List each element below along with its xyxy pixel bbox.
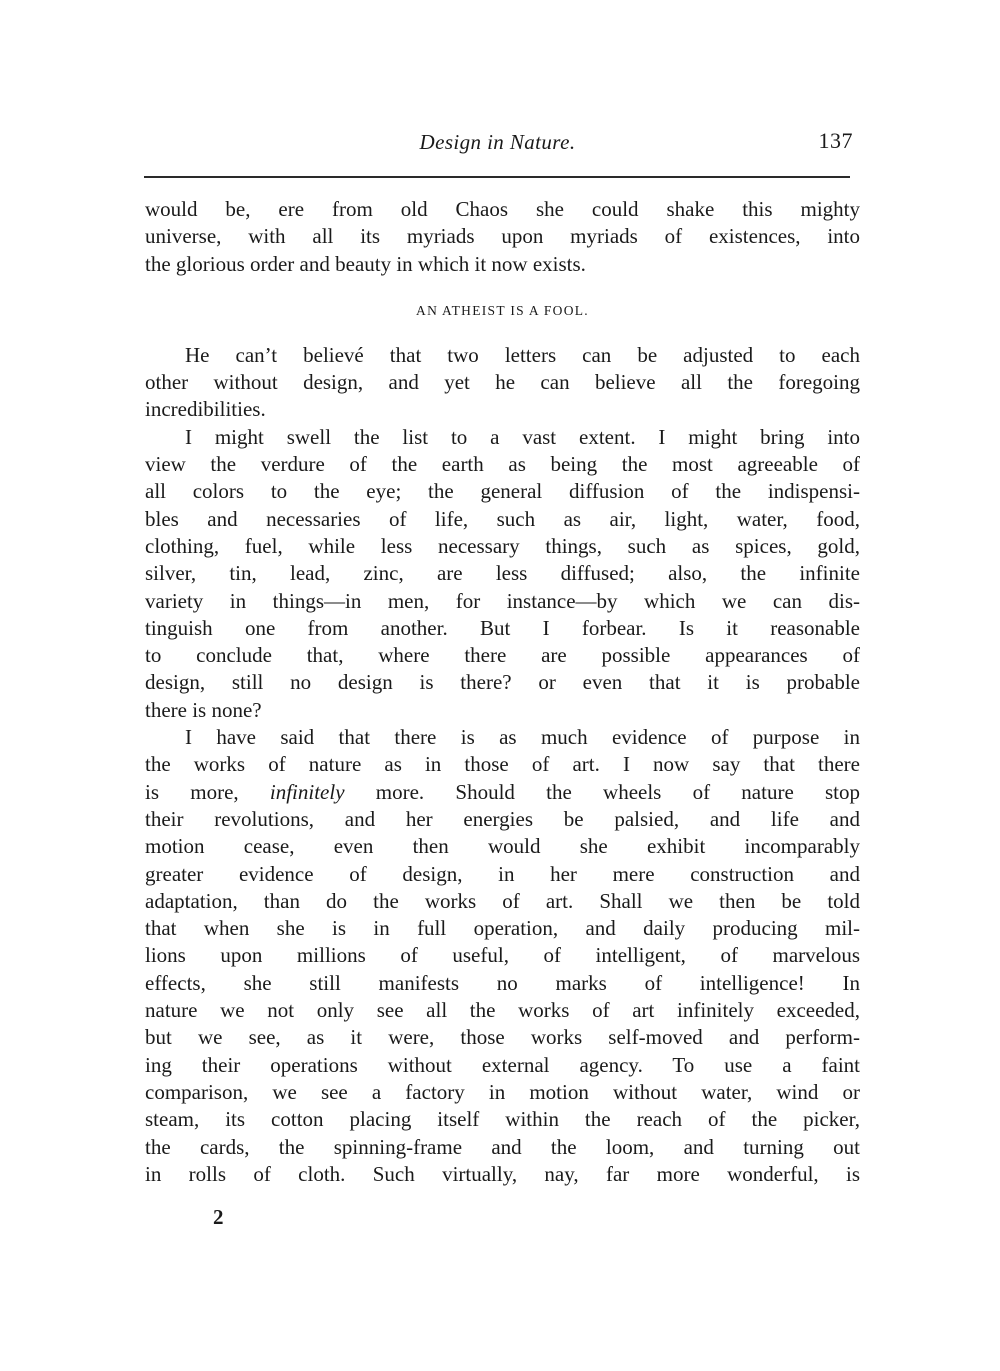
paragraph-purpose <box>145 724 860 1188</box>
page-number: 137 <box>818 128 853 153</box>
text-line: tinguish one from another. But I forbear. Is it reasonable <box>145 615 860 640</box>
text-line: there is none? <box>145 697 262 722</box>
paragraph-continuation <box>145 196 860 278</box>
text-line: design, still no design is there? or even that it is probable <box>145 670 860 695</box>
running-header <box>140 126 855 162</box>
text-line: motion cease, even then would she exhibit incomparably <box>145 834 860 859</box>
text-line-emphasis <box>145 779 860 806</box>
text-line: would be, ere from old Chaos she could shake this mighty <box>145 197 860 221</box>
paragraph-list <box>145 424 860 724</box>
text-line: ing their operations without external agency. To use a faint <box>145 1052 860 1077</box>
signature-mark: 2 <box>213 1205 224 1229</box>
text-line: nature we not only see all the works of art infinitely exceeded, <box>145 998 860 1023</box>
text-line: the glorious order and beauty in which it now exists. <box>145 251 586 276</box>
text-line: I have said that there is as much evidence of purpose in <box>185 725 860 750</box>
text-line: greater evidence of design, in her mere construction and <box>145 861 860 886</box>
running-title: Design in Nature. <box>419 130 576 154</box>
text-line: but we see, as it were, those works self-moved and perform- <box>145 1025 860 1050</box>
text-line: other without design, and yet he can believe all the foregoing <box>145 370 860 395</box>
text-line: adaptation, than do the works of art. Shall we then be told <box>145 888 860 913</box>
section-heading: AN ATHEIST IS A FOOL. <box>416 302 589 318</box>
text-line: the works of nature as in those of art. I now say that there <box>145 752 860 777</box>
text-line: lions upon millions of useful, of intelligent, of marvelous <box>145 943 860 968</box>
text-line: to conclude that, where there are possible appearances of <box>145 643 860 668</box>
text-line: view the verdure of the earth as being the most agreeable of <box>145 452 860 477</box>
emphasis-infinitely: infinitely <box>269 779 345 804</box>
text-line: I might swell the list to a vast extent. I might bring into <box>185 424 860 449</box>
text-line: effects, she still manifests no marks of intelligence! In <box>145 970 860 995</box>
text-line: steam, its cotton placing itself within the reach of the picker, <box>145 1107 860 1132</box>
header-rule <box>144 176 850 178</box>
text-line: clothing, fuel, while less necessary things, such as spices, gold, <box>145 533 860 558</box>
text-line: all colors to the eye; the general diffusion of the indispensi- <box>145 479 860 504</box>
text-segment: more. Should the wheels of nature stop <box>344 779 860 804</box>
text-line: their revolutions, and her energies be palsied, and life and <box>145 806 860 831</box>
text-line: comparison, we see a factory in motion without water, wind or <box>145 1079 860 1104</box>
text-line: the cards, the spinning-frame and the loom, and turning out <box>145 1134 860 1159</box>
text-line: silver, tin, lead, zinc, are less diffused; also, the infinite <box>145 561 860 586</box>
text-line: incredibilities. <box>145 397 266 422</box>
text-line: He can’t believé that two letters can be adjusted to each <box>185 342 860 367</box>
body-text <box>145 196 860 1188</box>
text-line: bles and necessaries of life, such as air, light, water, food, <box>145 506 860 531</box>
text-line: universe, with all its myriads upon myriads of existences, into <box>145 224 860 249</box>
text-segment: is more, <box>145 779 270 804</box>
paragraph-atheist <box>145 342 860 424</box>
text-line: variety in things—in men, for instance—by which we can dis- <box>145 588 860 613</box>
text-line: that when she is in full operation, and daily producing mil- <box>145 916 860 941</box>
text-line: in rolls of cloth. Such virtually, nay, far more wonderful, is <box>145 1161 860 1186</box>
